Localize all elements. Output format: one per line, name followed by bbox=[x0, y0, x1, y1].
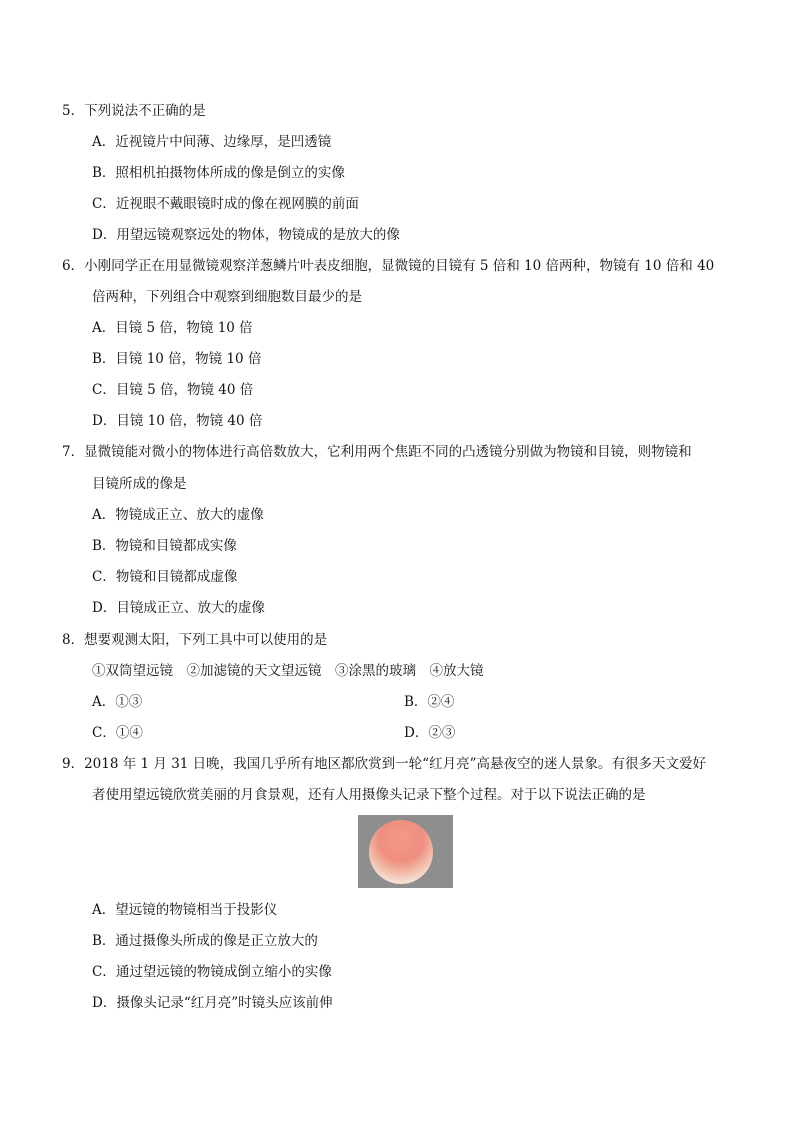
moon-icon bbox=[369, 820, 433, 884]
question-8-items: ①双筒望远镜 ②加滤镜的天文望远镜 ③涂黑的玻璃 ④放大镜 bbox=[92, 663, 484, 679]
question-5-option-c: C．近视眼不戴眼镜时成的像在视网膜的前面 bbox=[92, 196, 359, 212]
question-8-option-d: D．②③ bbox=[404, 725, 456, 741]
question-7-option-c: C．物镜和目镜都成虚像 bbox=[92, 569, 238, 585]
question-6-stem-line-1: 6．小刚同学正在用显微镜观察洋葱鳞片叶表皮细胞，显微镜的目镜有 5 倍和 10 倍两种，物镜有 10 倍和 40 bbox=[62, 258, 715, 274]
question-9-option-d: D．摄像头记录“红月亮”时镜头应该前伸 bbox=[92, 995, 333, 1011]
red-moon-image bbox=[358, 815, 453, 888]
question-9-option-a: A．望远镜的物镜相当于投影仪 bbox=[92, 902, 278, 918]
question-9-stem-line-2: 者使用望远镜欣赏美丽的月食景观，还有人用摄像头记录下整个过程。对于以下说法正确的是 bbox=[92, 787, 646, 803]
question-7-option-a: A．物镜成正立、放大的虚像 bbox=[92, 507, 264, 523]
question-9-option-c: C．通过望远镜的物镜成倒立缩小的实像 bbox=[92, 964, 332, 980]
question-5-option-b: B．照相机拍摄物体所成的像是倒立的实像 bbox=[92, 165, 345, 181]
question-6-option-d: D．目镜 10 倍，物镜 40 倍 bbox=[92, 413, 263, 429]
question-8-stem: 8．想要观测太阳，下列工具中可以使用的是 bbox=[62, 632, 328, 648]
question-8-option-b: B．②④ bbox=[404, 694, 455, 710]
question-5-option-d: D．用望远镜观察远处的物体，物镜成的是放大的像 bbox=[92, 227, 400, 243]
question-9-stem-line-1: 9．2018 年 1 月 31 日晚，我国几乎所有地区都欣赏到一轮“红月亮”高悬夜空的迷人景象。有很多天文爱好 bbox=[62, 756, 706, 772]
question-8-option-a: A．①③ bbox=[92, 694, 143, 710]
question-7-stem-line-2: 目镜所成的像是 bbox=[92, 476, 187, 492]
question-9-option-b: B．通过摄像头所成的像是正立放大的 bbox=[92, 933, 318, 949]
question-6-option-a: A．目镜 5 倍，物镜 10 倍 bbox=[92, 320, 253, 336]
question-5-option-a: A．近视镜片中间薄、边缘厚，是凹透镜 bbox=[92, 134, 332, 150]
question-5-stem: 5．下列说法不正确的是 bbox=[62, 103, 206, 119]
question-6-option-c: C．目镜 5 倍，物镜 40 倍 bbox=[92, 382, 254, 398]
question-6-stem-line-2: 倍两种，下列组合中观察到细胞数目最少的是 bbox=[92, 289, 362, 305]
question-7-option-d: D．目镜成正立、放大的虚像 bbox=[92, 600, 265, 616]
question-7-option-b: B．物镜和目镜都成实像 bbox=[92, 538, 237, 554]
question-7-stem-line-1: 7．显微镜能对微小的物体进行高倍数放大，它利用两个焦距不同的凸透镜分别做为物镜和目镜，则物镜和 bbox=[62, 444, 692, 460]
question-8-option-c: C．①④ bbox=[92, 725, 143, 741]
question-6-option-b: B．目镜 10 倍，物镜 10 倍 bbox=[92, 351, 262, 367]
